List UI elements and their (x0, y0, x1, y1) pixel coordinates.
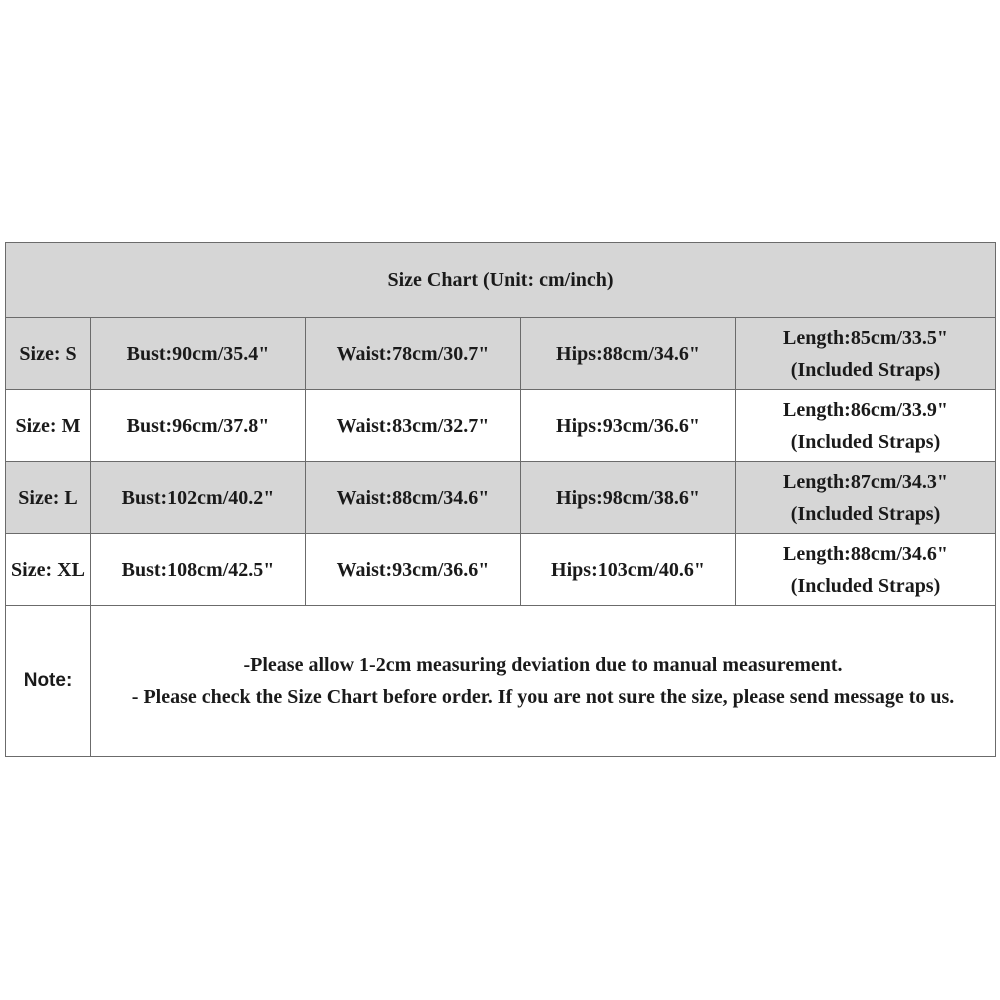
table-row (6, 318, 996, 390)
note-text (91, 606, 996, 757)
hips-cell: Hips:88cm/34.6" (521, 318, 736, 390)
waist-cell: Waist:88cm/34.6" (306, 462, 521, 534)
table-row (6, 534, 996, 606)
length-note: (Included Straps) (790, 358, 941, 381)
size-cell: Size: L (6, 462, 91, 534)
length-cell (736, 318, 996, 390)
hips-cell: Hips:98cm/38.6" (521, 462, 736, 534)
size-cell: Size: S (6, 318, 91, 390)
length-value: Length:87cm/34.3" (783, 470, 949, 493)
bust-cell: Bust:90cm/35.4" (91, 318, 306, 390)
length-value: Length:88cm/34.6" (783, 542, 949, 565)
length-cell (736, 462, 996, 534)
length-value: Length:85cm/33.5" (783, 326, 949, 349)
length-note: (Included Straps) (790, 574, 941, 597)
size-chart-table (5, 242, 996, 757)
length-note: (Included Straps) (790, 502, 941, 525)
length-cell (736, 534, 996, 606)
length-value: Length:86cm/33.9" (783, 398, 949, 421)
note-line-2: - Please check the Size Chart before order. If you are not sure the size, please send message to us. (131, 686, 955, 708)
waist-cell: Waist:78cm/30.7" (306, 318, 521, 390)
hips-cell: Hips:93cm/36.6" (521, 390, 736, 462)
length-note: (Included Straps) (790, 430, 941, 453)
bust-cell: Bust:108cm/42.5" (91, 534, 306, 606)
waist-cell: Waist:93cm/36.6" (306, 534, 521, 606)
bust-cell: Bust:102cm/40.2" (91, 462, 306, 534)
table-title: Size Chart (Unit: cm/inch) (6, 243, 996, 318)
note-line-1: -Please allow 1-2cm measuring deviation due to manual measurement. (243, 654, 843, 676)
bust-cell: Bust:96cm/37.8" (91, 390, 306, 462)
waist-cell: Waist:83cm/32.7" (306, 390, 521, 462)
size-cell: Size: XL (6, 534, 91, 606)
table-row (6, 390, 996, 462)
hips-cell: Hips:103cm/40.6" (521, 534, 736, 606)
title-row (6, 243, 996, 318)
note-label: Note: (6, 606, 91, 757)
table-row (6, 462, 996, 534)
note-row (6, 606, 996, 757)
length-cell (736, 390, 996, 462)
size-cell: Size: M (6, 390, 91, 462)
